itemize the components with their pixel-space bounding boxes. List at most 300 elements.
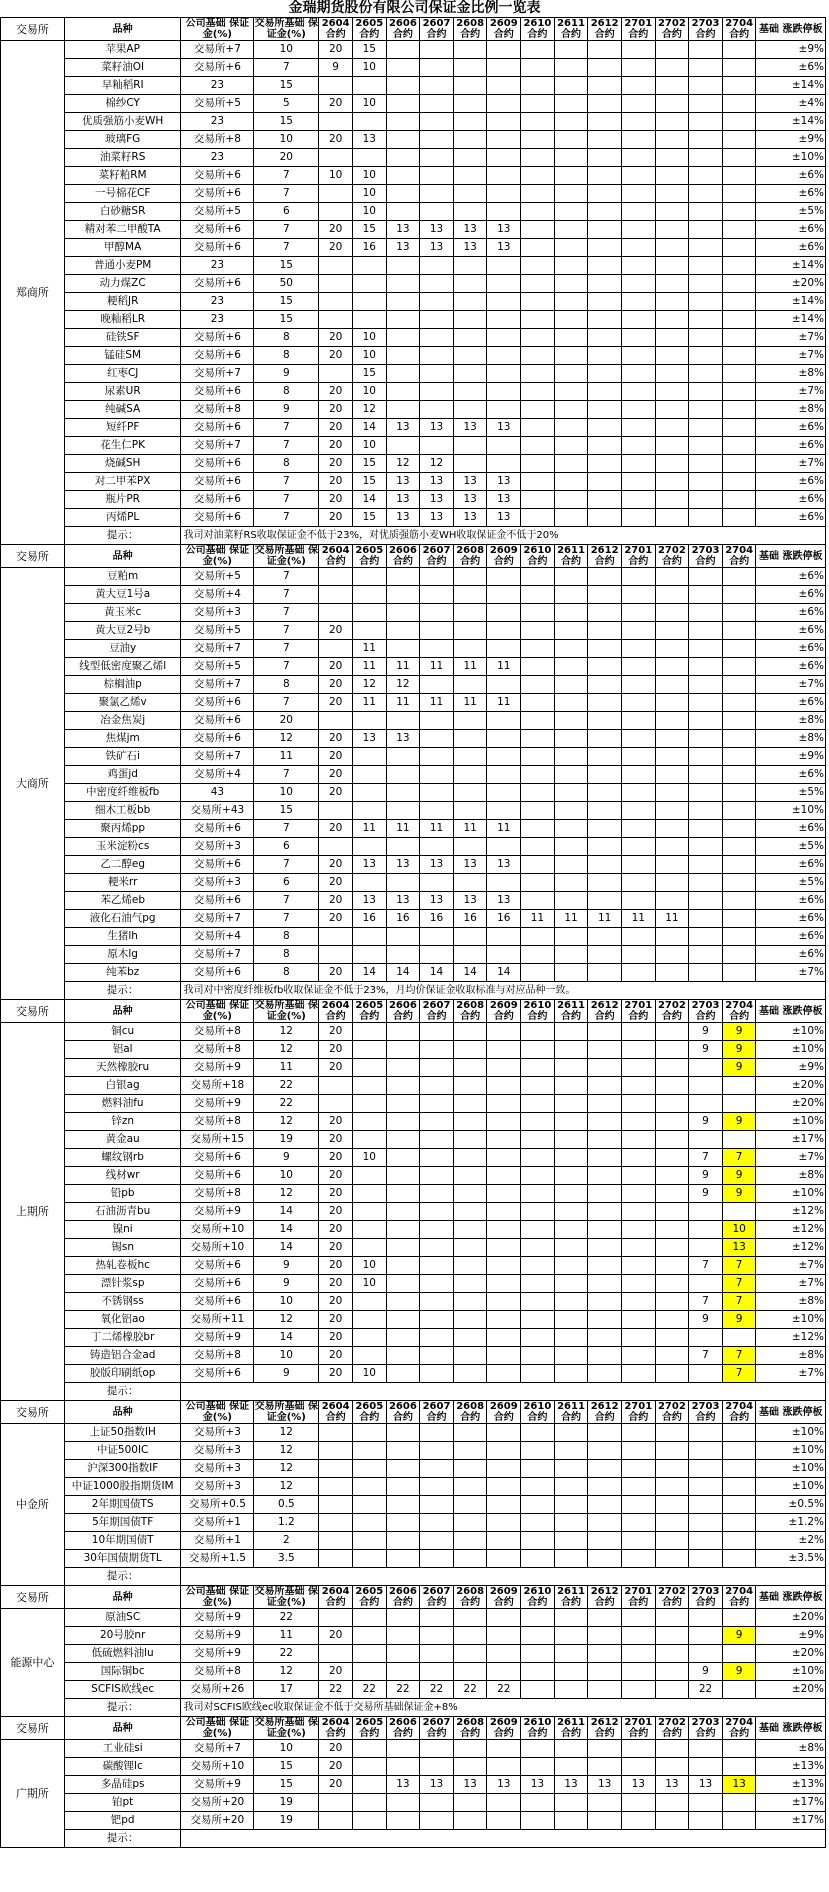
product-name: 原木lg (64, 946, 181, 964)
company-margin: 交易所+3 (181, 838, 254, 856)
company-margin: 交易所+6 (181, 820, 254, 838)
exchange-margin: 3.5 (254, 1550, 319, 1568)
month-margin-2703 (689, 820, 723, 838)
product-name: 钯pd (64, 1812, 181, 1830)
month-margin-2703 (689, 185, 723, 203)
month-margin-2609 (487, 1185, 521, 1203)
month-margin-2604: 20 (319, 784, 353, 802)
table-row (1, 167, 826, 185)
price-limit: ±9% (756, 748, 826, 766)
month-margin-2606 (386, 1663, 420, 1681)
contract-label: 合约 (594, 1412, 615, 1423)
note-row (1, 982, 826, 1000)
exchange-margin: 7 (254, 694, 319, 712)
month-margin-2610 (521, 239, 555, 257)
month-margin-2610 (521, 383, 555, 401)
month-margin-2605 (352, 1758, 386, 1776)
month-margin-2606 (386, 203, 420, 221)
price-limit: ±6% (756, 491, 826, 509)
month-margin-2606 (386, 41, 420, 59)
company-margin: 交易所+1.5 (181, 1550, 254, 1568)
month-margin-2608 (453, 1113, 487, 1131)
month-margin-2609: 13 (487, 491, 521, 509)
table-row (1, 1550, 826, 1568)
contract-label: 合约 (594, 556, 615, 567)
table-row (1, 1257, 826, 1275)
month-margin-2606 (386, 1740, 420, 1758)
month-margin-2610 (521, 455, 555, 473)
month-margin-2608 (453, 1496, 487, 1514)
month-margin-2703 (689, 149, 723, 167)
month-margin-2611 (554, 1293, 588, 1311)
product-name: 10年期国债T (64, 1532, 181, 1550)
month-margin-2612 (588, 419, 622, 437)
company-margin: 交易所+6 (181, 491, 254, 509)
contract-label: 合约 (695, 1011, 716, 1022)
month-code: 2609 (489, 18, 518, 29)
month-margin-2610 (521, 95, 555, 113)
month-margin-2605 (352, 1077, 386, 1095)
month-margin-2605 (352, 1496, 386, 1514)
month-margin-2608: 13 (453, 419, 487, 437)
month-margin-2604: 20 (319, 1203, 353, 1221)
header-month-2704 (722, 18, 756, 41)
month-margin-2609 (487, 131, 521, 149)
table-row (1, 784, 826, 802)
month-code: 2702 (657, 1000, 686, 1011)
month-margin-2703 (689, 1550, 723, 1568)
price-limit: ±10% (756, 1113, 826, 1131)
month-margin-2611 (554, 586, 588, 604)
month-margin-2611 (554, 1059, 588, 1077)
exchange-margin: 2 (254, 1532, 319, 1550)
company-margin: 交易所+7 (181, 676, 254, 694)
month-margin-2612 (588, 1257, 622, 1275)
header-company-margin: 公司基础 保证金(%) (181, 1586, 254, 1609)
price-limit: ±12% (756, 1239, 826, 1257)
month-margin-2608 (453, 1131, 487, 1149)
month-margin-2610 (521, 1663, 555, 1681)
month-margin-2610: 13 (521, 1776, 555, 1794)
exchange-margin: 10 (254, 1740, 319, 1758)
month-margin-2609 (487, 41, 521, 59)
month-margin-2604: 20 (319, 1365, 353, 1383)
month-margin-2701 (621, 59, 655, 77)
month-margin-2605 (352, 1740, 386, 1758)
month-margin-2703 (689, 586, 723, 604)
month-margin-2607: 13 (420, 1776, 454, 1794)
header-month-2605 (352, 1401, 386, 1424)
exchange-margin: 10 (254, 41, 319, 59)
table-row (1, 1645, 826, 1663)
company-margin: 交易所+6 (181, 892, 254, 910)
month-margin-2701 (621, 77, 655, 95)
month-margin-2607 (420, 784, 454, 802)
month-margin-2703 (689, 928, 723, 946)
month-margin-2606 (386, 622, 420, 640)
month-margin-2611 (554, 293, 588, 311)
month-margin-2606 (386, 1550, 420, 1568)
month-margin-2607: 13 (420, 892, 454, 910)
month-margin-2610 (521, 658, 555, 676)
product-name: 铜cu (64, 1023, 181, 1041)
month-margin-2605 (352, 928, 386, 946)
month-margin-2605: 11 (352, 820, 386, 838)
product-name: 红枣CJ (64, 365, 181, 383)
month-margin-2704 (722, 1645, 756, 1663)
header-month-2703 (689, 1586, 723, 1609)
month-margin-2605 (352, 568, 386, 586)
product-name: 漂针浆sp (64, 1275, 181, 1293)
table-row (1, 604, 826, 622)
table-row (1, 239, 826, 257)
company-margin: 交易所+6 (181, 964, 254, 982)
product-name: 聚丙烯pp (64, 820, 181, 838)
margin-table (0, 17, 826, 1848)
month-margin-2608: 14 (453, 964, 487, 982)
month-margin-2703 (689, 640, 723, 658)
price-limit: ±6% (756, 437, 826, 455)
price-limit: ±10% (756, 149, 826, 167)
exchange-margin: 7 (254, 167, 319, 185)
month-margin-2701 (621, 1041, 655, 1059)
price-limit: ±6% (756, 892, 826, 910)
table-row (1, 1776, 826, 1794)
product-name: 细木工板bb (64, 802, 181, 820)
note-row (1, 1830, 826, 1848)
month-code: 2611 (557, 545, 585, 556)
month-margin-2612 (588, 1023, 622, 1041)
contract-label: 合约 (359, 1412, 380, 1423)
exchange-margin: 11 (254, 748, 319, 766)
month-margin-2604 (319, 604, 353, 622)
month-margin-2701 (621, 640, 655, 658)
month-margin-2703 (689, 419, 723, 437)
table-row (1, 1460, 826, 1478)
month-margin-2606 (386, 838, 420, 856)
contract-label: 合约 (729, 1597, 750, 1608)
product-name: 精对苯二甲酸TA (64, 221, 181, 239)
header-month-2611 (554, 1586, 588, 1609)
month-code: 2610 (523, 1586, 552, 1597)
contract-label: 合约 (561, 1011, 581, 1022)
month-margin-2704 (722, 293, 756, 311)
table-row (1, 946, 826, 964)
product-name: 线材wr (64, 1167, 181, 1185)
month-margin-2607 (420, 946, 454, 964)
month-margin-2608 (453, 568, 487, 586)
month-margin-2703 (689, 473, 723, 491)
month-margin-2607 (420, 293, 454, 311)
header-month-2611 (554, 545, 588, 568)
month-margin-2608: 13 (453, 473, 487, 491)
month-margin-2703: 9 (689, 1311, 723, 1329)
month-margin-2702 (655, 856, 689, 874)
product-name: 工业硅si (64, 1740, 181, 1758)
header-month-2611 (554, 1717, 588, 1740)
header-month-2609 (487, 1401, 521, 1424)
month-margin-2608: 13 (453, 239, 487, 257)
table-row (1, 874, 826, 892)
month-margin-2606 (386, 1023, 420, 1041)
month-margin-2610 (521, 712, 555, 730)
product-name: 鸡蛋jd (64, 766, 181, 784)
month-margin-2607 (420, 1203, 454, 1221)
month-margin-2704 (722, 95, 756, 113)
month-margin-2606 (386, 401, 420, 419)
product-name: 普通小麦PM (64, 257, 181, 275)
month-margin-2704 (722, 784, 756, 802)
product-name: 丙烯PL (64, 509, 181, 527)
company-margin: 交易所+5 (181, 622, 254, 640)
month-margin-2604 (319, 1442, 353, 1460)
month-margin-2608 (453, 1812, 487, 1830)
month-margin-2605 (352, 1311, 386, 1329)
month-margin-2703 (689, 874, 723, 892)
exchange-margin: 10 (254, 1167, 319, 1185)
month-margin-2609 (487, 874, 521, 892)
month-margin-2704 (722, 239, 756, 257)
month-margin-2610: 11 (521, 910, 555, 928)
price-limit: ±6% (756, 928, 826, 946)
contract-label: 合约 (527, 1597, 548, 1608)
month-margin-2702 (655, 586, 689, 604)
exchange-margin: 9 (254, 1365, 319, 1383)
month-margin-2702 (655, 509, 689, 527)
page-title: 金瑞期货股份有限公司保证金比例一览表 (288, 0, 541, 16)
month-margin-2608 (453, 730, 487, 748)
product-name: 铅pb (64, 1185, 181, 1203)
header-month-2704 (722, 1000, 756, 1023)
month-code: 2605 (355, 1000, 384, 1011)
month-margin-2704: 7 (722, 1293, 756, 1311)
month-margin-2703 (689, 59, 723, 77)
table-row (1, 568, 826, 586)
header-month-2612 (588, 1401, 622, 1424)
month-margin-2609 (487, 149, 521, 167)
month-margin-2611 (554, 1095, 588, 1113)
price-limit: ±6% (756, 59, 826, 77)
contract-label: 合约 (426, 1412, 447, 1423)
month-margin-2604: 20 (319, 1041, 353, 1059)
month-margin-2608 (453, 712, 487, 730)
month-margin-2608 (453, 586, 487, 604)
month-margin-2611 (554, 455, 588, 473)
month-margin-2610 (521, 1645, 555, 1663)
month-margin-2702 (655, 1347, 689, 1365)
month-margin-2609: 11 (487, 658, 521, 676)
product-name: 铝al (64, 1041, 181, 1059)
month-margin-2610 (521, 293, 555, 311)
month-margin-2604 (319, 1812, 353, 1830)
month-margin-2612 (588, 1550, 622, 1568)
month-margin-2608 (453, 1041, 487, 1059)
month-margin-2606: 11 (386, 820, 420, 838)
table-row (1, 311, 826, 329)
header-month-2612 (588, 18, 622, 41)
table-row (1, 149, 826, 167)
month-margin-2701 (621, 41, 655, 59)
exchange-name: 中金所 (1, 1424, 65, 1586)
month-margin-2611: 13 (554, 1776, 588, 1794)
month-margin-2608 (453, 1424, 487, 1442)
month-margin-2608 (453, 1203, 487, 1221)
month-margin-2703 (689, 77, 723, 95)
month-margin-2703 (689, 1221, 723, 1239)
month-margin-2607 (420, 1758, 454, 1776)
month-margin-2704 (722, 946, 756, 964)
month-margin-2609 (487, 1478, 521, 1496)
month-margin-2604 (319, 365, 353, 383)
month-margin-2609 (487, 1424, 521, 1442)
product-name: 石油沥青bu (64, 1203, 181, 1221)
month-margin-2611 (554, 1239, 588, 1257)
month-margin-2608 (453, 1059, 487, 1077)
table-row (1, 1131, 826, 1149)
month-margin-2611 (554, 347, 588, 365)
contract-label: 合约 (325, 1597, 346, 1608)
month-margin-2604: 20 (319, 892, 353, 910)
month-margin-2612 (588, 1424, 622, 1442)
month-margin-2611 (554, 730, 588, 748)
header-month-2608 (453, 1000, 487, 1023)
month-margin-2610 (521, 1329, 555, 1347)
month-margin-2610 (521, 221, 555, 239)
month-margin-2607 (420, 1077, 454, 1095)
month-margin-2701 (621, 1442, 655, 1460)
month-margin-2607 (420, 1609, 454, 1627)
month-margin-2702 (655, 59, 689, 77)
month-margin-2604 (319, 293, 353, 311)
month-margin-2606: 16 (386, 910, 420, 928)
exchange-margin: 6 (254, 203, 319, 221)
company-margin: 交易所+6 (181, 275, 254, 293)
month-code: 2704 (725, 545, 754, 556)
exchange-margin: 8 (254, 676, 319, 694)
header-month-2702 (655, 1000, 689, 1023)
month-margin-2608 (453, 1095, 487, 1113)
month-margin-2611 (554, 1627, 588, 1645)
month-margin-2606 (386, 383, 420, 401)
month-margin-2702 (655, 1550, 689, 1568)
month-margin-2605: 10 (352, 59, 386, 77)
month-margin-2702 (655, 1113, 689, 1131)
month-margin-2604 (319, 275, 353, 293)
contract-label: 合约 (695, 1728, 716, 1739)
month-margin-2610 (521, 1794, 555, 1812)
month-margin-2604: 20 (319, 658, 353, 676)
month-margin-2612 (588, 694, 622, 712)
month-margin-2606 (386, 1293, 420, 1311)
month-margin-2608 (453, 946, 487, 964)
month-margin-2605: 10 (352, 1275, 386, 1293)
exchange-margin: 9 (254, 401, 319, 419)
month-margin-2609: 13 (487, 221, 521, 239)
month-margin-2604 (319, 1609, 353, 1627)
company-margin: 交易所+7 (181, 1740, 254, 1758)
exchange-margin: 15 (254, 257, 319, 275)
month-margin-2703 (689, 401, 723, 419)
month-margin-2701 (621, 964, 655, 982)
product-name: 玻璃FG (64, 131, 181, 149)
month-margin-2702 (655, 676, 689, 694)
month-margin-2703 (689, 766, 723, 784)
contract-label: 合约 (325, 556, 346, 567)
month-margin-2604: 20 (319, 622, 353, 640)
month-margin-2610 (521, 1203, 555, 1221)
month-margin-2701 (621, 257, 655, 275)
month-code: 2608 (456, 1000, 485, 1011)
month-margin-2704: 13 (722, 1776, 756, 1794)
month-margin-2702 (655, 1095, 689, 1113)
month-margin-2701 (621, 203, 655, 221)
month-margin-2608 (453, 1221, 487, 1239)
month-margin-2610 (521, 1185, 555, 1203)
month-margin-2703 (689, 239, 723, 257)
month-margin-2609 (487, 1532, 521, 1550)
month-margin-2703 (689, 622, 723, 640)
month-margin-2704 (722, 1424, 756, 1442)
month-margin-2607 (420, 365, 454, 383)
month-margin-2610 (521, 401, 555, 419)
month-margin-2604: 20 (319, 1185, 353, 1203)
month-margin-2612 (588, 1221, 622, 1239)
month-margin-2703 (689, 1239, 723, 1257)
exchange-margin: 14 (254, 1329, 319, 1347)
month-margin-2605 (352, 1532, 386, 1550)
month-margin-2701 (621, 1293, 655, 1311)
month-margin-2607 (420, 676, 454, 694)
month-margin-2609 (487, 676, 521, 694)
month-margin-2606 (386, 95, 420, 113)
month-margin-2611 (554, 1365, 588, 1383)
exchange-margin: 6 (254, 874, 319, 892)
contract-label: 合约 (628, 1011, 649, 1022)
price-limit: ±17% (756, 1794, 826, 1812)
month-margin-2604 (319, 928, 353, 946)
month-margin-2610 (521, 1496, 555, 1514)
month-margin-2604: 20 (319, 239, 353, 257)
month-code: 2610 (523, 1000, 552, 1011)
header-exchange: 交易所 (1, 1586, 65, 1609)
month-code: 2612 (590, 545, 619, 556)
month-margin-2704 (722, 1478, 756, 1496)
month-margin-2604: 20 (319, 1239, 353, 1257)
month-margin-2704 (722, 77, 756, 95)
company-margin: 交易所+6 (181, 185, 254, 203)
month-margin-2608: 22 (453, 1681, 487, 1699)
month-margin-2703: 7 (689, 1293, 723, 1311)
company-margin: 交易所+8 (181, 131, 254, 149)
exchange-margin: 7 (254, 185, 319, 203)
header-month-2702 (655, 1717, 689, 1740)
month-margin-2610 (521, 1077, 555, 1095)
month-margin-2703: 9 (689, 1023, 723, 1041)
month-margin-2605: 15 (352, 473, 386, 491)
month-margin-2704 (722, 838, 756, 856)
contract-label: 合约 (426, 1728, 447, 1739)
month-margin-2701 (621, 784, 655, 802)
exchange-margin: 12 (254, 1113, 319, 1131)
month-margin-2612 (588, 1239, 622, 1257)
month-code: 2604 (321, 1000, 350, 1011)
month-margin-2605: 15 (352, 509, 386, 527)
company-margin: 交易所+7 (181, 910, 254, 928)
month-margin-2606 (386, 311, 420, 329)
price-limit: ±7% (756, 329, 826, 347)
month-margin-2610 (521, 473, 555, 491)
header-month-2607 (420, 545, 454, 568)
